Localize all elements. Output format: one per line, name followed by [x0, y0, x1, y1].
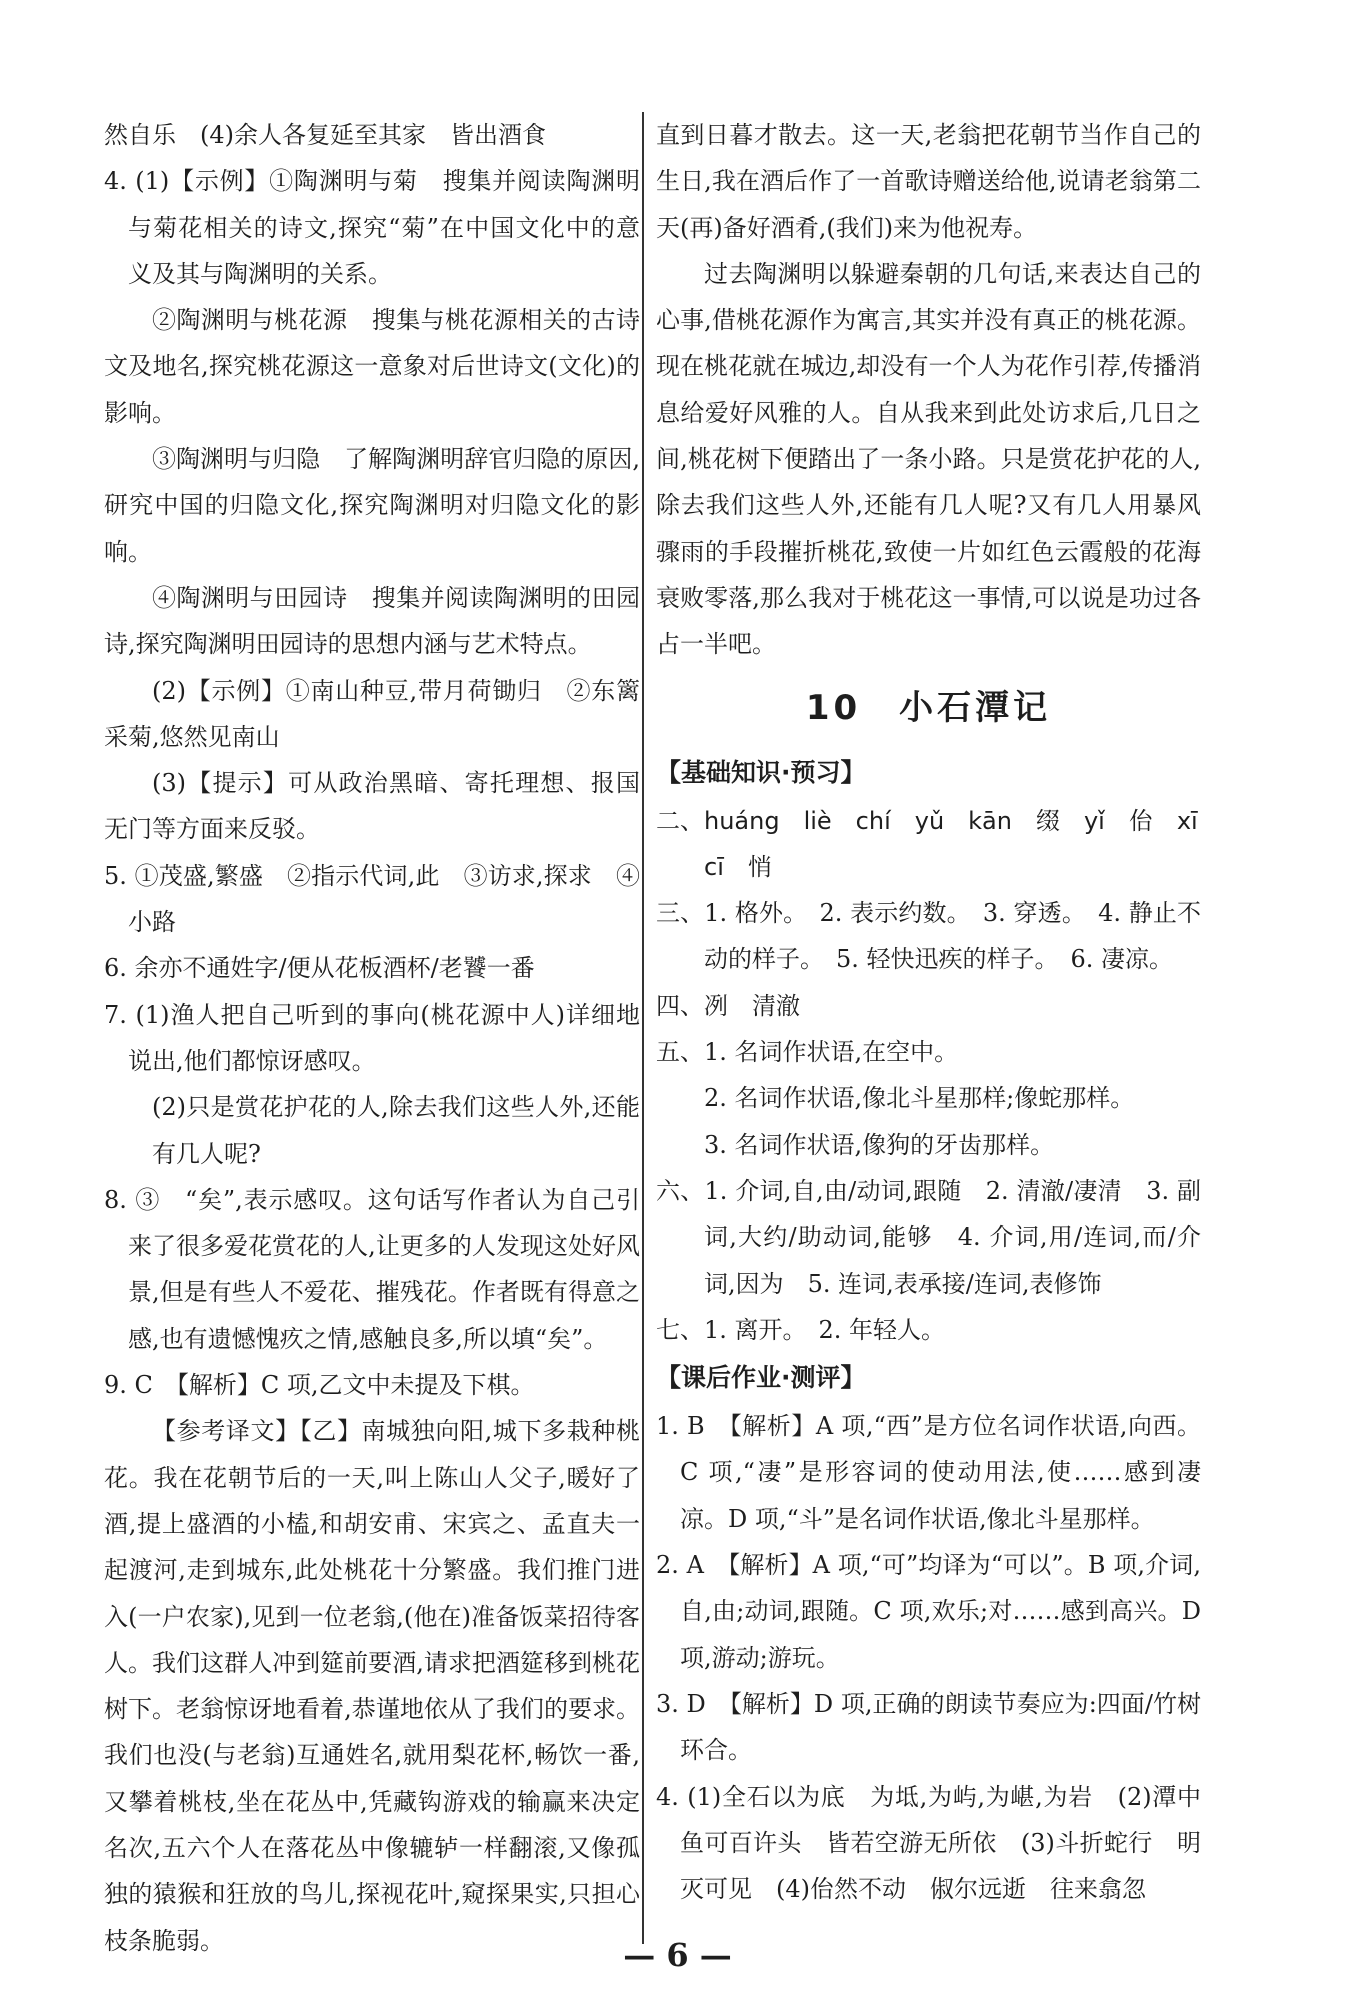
page-number: — 6 —	[623, 1936, 732, 1974]
answer-line: 然自乐 (4)余人各复延至其家 皆出酒食	[104, 121, 546, 149]
answer-wu-1: 五、1. 名词作状语,在空中。	[656, 1038, 959, 1067]
answer-6: 6. 余亦不通姓字/便从花板酒杯/老饕一番	[104, 954, 535, 983]
answer-4: 4. (1)全石以为底 为坻,为屿,为嵁,为岩 (2)潭中鱼可百许头 皆若空游无所依 (3)斗折蛇行 明灭可见 (4)佁然不动 俶尔远逝 往来翕忽	[656, 1782, 1201, 1904]
answer-9: 9. C 【解析】C 项,乙文中未提及下棋。	[104, 1371, 535, 1400]
answer-1: 1. B 【解析】A 项,“西”是方位名词作状语,向西。C 项,“凄”是形容词的使动用法,使……感到凄凉。D 项,“斗”是名词作状语,像北斗星那样。	[656, 1412, 1201, 1533]
answer-wu-3: 3. 名词作状语,像狗的牙齿那样。	[704, 1130, 1055, 1159]
answer-4-1-b: ②陶渊明与桃花源 搜集与桃花源相关的古诗文及地名,探究桃花源这一意象对后世诗文(文化)的影响。	[104, 306, 640, 427]
answer-8: 8. ③ “矣”,表示感叹。这句话写作者认为自己引来了很多爱花赏花的人,让更多的人发现这处好风景,但是有些人不爱花、摧残花。作者既有得意之感,也有遗憾愧疚之情,感触良多,所以填“矣”。	[104, 1185, 640, 1353]
answer-er-line-2: cī 悄	[704, 852, 772, 881]
lesson-title: 10 小石潭记	[805, 687, 1052, 728]
left-column	[104, 112, 640, 1964]
section-heading-homework: 【课后作业·测评】	[656, 1363, 866, 1393]
answer-4-1: 4. (1)【示例】①陶渊明与菊 搜集并阅读陶渊明与菊花相关的诗文,探究“菊”在中国文化中的意义及其与陶渊明的关系。	[104, 167, 640, 288]
answer-2: 2. A 【解析】A 项,“可”均译为“可以”。B 项,介词,自,由;动词,跟随。C 项,欢乐;对……感到高兴。D 项,游动;游玩。	[656, 1551, 1201, 1672]
answer-4-1-c: ③陶渊明与归隐 了解陶渊明辞官归隐的原因,研究中国的归隐文化,探究陶渊明对归隐文化的影响。	[104, 445, 640, 566]
answer-4-1-d: ④陶渊明与田园诗 搜集并阅读陶渊明的田园诗,探究陶渊明田园诗的思想内涵与艺术特点。	[104, 583, 640, 659]
answer-san: 三、1. 格外。 2. 表示约数。 3. 穿透。 4. 静止不动的样子。 5. 轻快迅疾的样子。 6. 凄凉。	[656, 899, 1201, 974]
answer-liu: 六、1. 介词,自,由/动词,跟随 2. 清澈/凄清 3. 副词,大约/助动词,能够 4. 介词,用/连词,而/介词,因为 5. 连词,表承接/连词,表修饰	[656, 1176, 1201, 1298]
translation-paragraph-2: 过去陶渊明以躲避秦朝的几句话,来表达自己的心事,借桃花源作为寓言,其实并没有真正的桃花源。现在桃花就在城边,却没有一个人为花作引荐,传播消息给爱好风雅的人。自从我来到此处访求后,几日之间,桃花树下便踏出了一条小路。只是赏花护花的人,除去我们这些人外,还能有几人呢?又有几人用暴风骤雨的手段摧折桃花,致使一片如红色云霞般的花海衰败零落,那么我对于桃花这一事情,可以说是功过各占一半吧。	[656, 259, 1201, 659]
section-heading-preview: 【基础知识·预习】	[656, 757, 866, 787]
answer-er-line-1: 二、huáng liè chí yǔ kān 缀 yǐ 佁 xī	[656, 806, 1198, 835]
answer-wu-2: 2. 名词作状语,像北斗星那样;像蛇那样。	[704, 1084, 1135, 1113]
translation-continued: 直到日暮才散去。这一天,老翁把花朝节当作自己的生日,我在酒后作了一首歌诗赠送给他,说请老翁第二天(再)备好酒肴,(我们)来为他祝寿。	[656, 121, 1201, 242]
right-column	[656, 112, 1201, 1912]
answer-qi: 七、1. 离开。 2. 年轻人。	[656, 1315, 946, 1344]
answer-si: 四、冽 清澈	[656, 991, 800, 1020]
answer-5: 5. ①茂盛,繁盛 ②指示代词,此 ③访求,探求 ④小路	[104, 861, 640, 937]
answer-4-3: (3)【提示】可从政治黑暗、寄托理想、报国无门等方面来反驳。	[104, 769, 640, 844]
answer-7-2: (2)只是赏花护花的人,除去我们这些人外,还能有几人呢?	[152, 1093, 640, 1168]
column-divider	[642, 112, 644, 1944]
reference-translation: 【参考译文】【乙】南城独向阳,城下多栽种桃花。我在花朝节后的一天,叫上陈山人父子,暖好了酒,提上盛酒的小榼,和胡安甫、宋宾之、孟直夫一起渡河,走到城东,此处桃花十分繁盛。我们推门进入(一户农家),见到一位老翁,(他在)准备饭菜招待客人。我们这群人冲到筵前要酒,请求把酒筵移到桃花树下。老翁惊讶地看着,恭谨地依从了我们的要求。我们也没(与老翁)互通姓名,就用梨花杯,畅饮一番,又攀着桃枝,坐在花丛中,凭藏钩游戏的输赢来决定名次,五六个人在落花丛中像辘轳一样翻滚,又像孤独的猿猴和狂放的鸟儿,探视花叶,窥探果实,只担心枝条脆弱。	[104, 1417, 640, 1955]
answer-4-2: (2)【示例】①南山种豆,带月荷锄归 ②东篱采菊,悠然见南山	[104, 676, 640, 751]
answer-3: 3. D 【解析】D 项,正确的朗读节奏应为:四面/竹树环合。	[656, 1689, 1201, 1765]
answer-7-1: 7. (1)渔人把自己听到的事向(桃花源中人)详细地说出,他们都惊讶感叹。	[104, 1000, 640, 1075]
